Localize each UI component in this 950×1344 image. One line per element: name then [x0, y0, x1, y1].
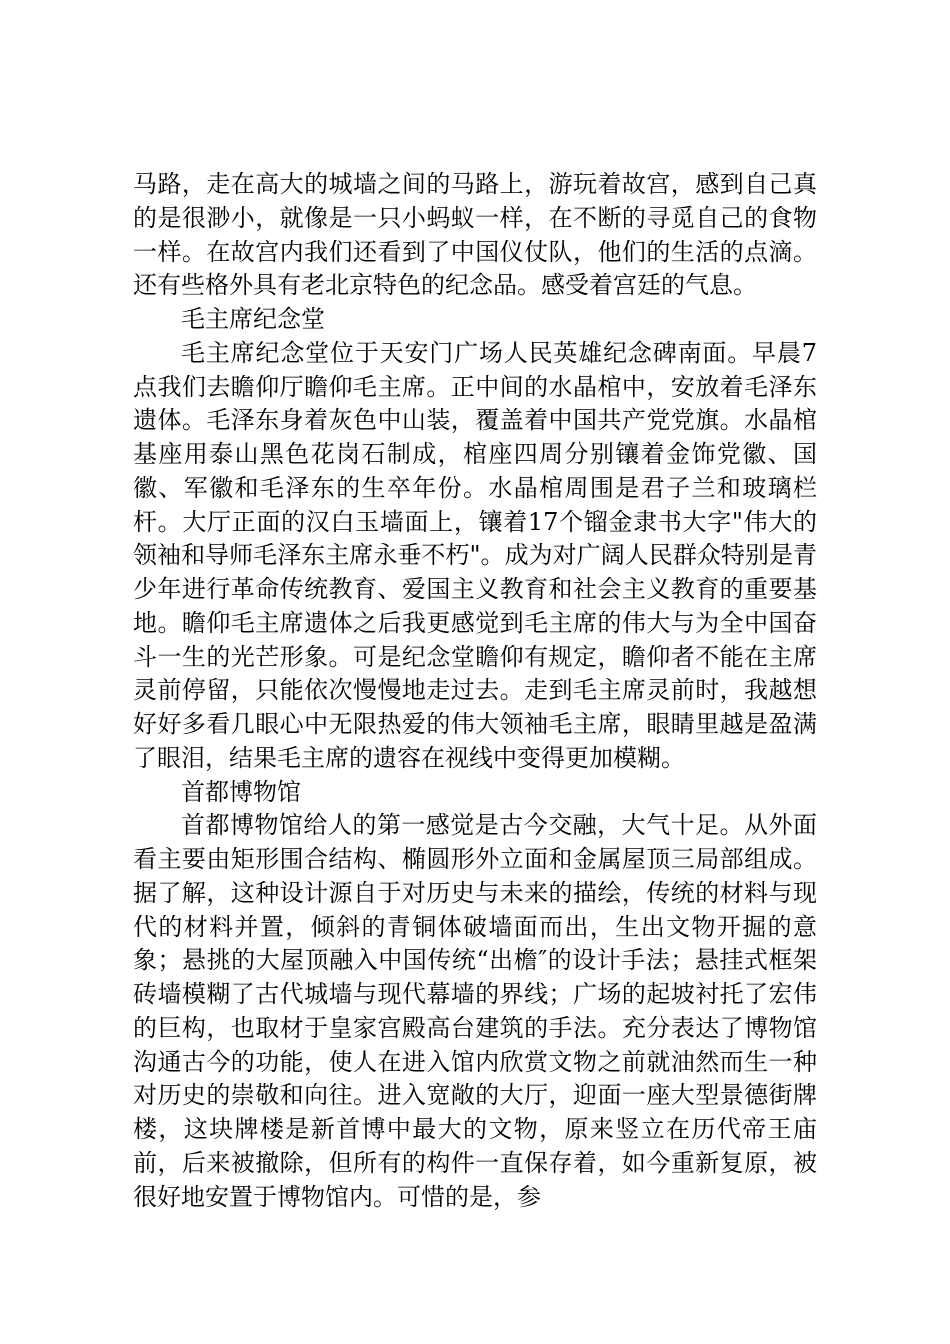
- section-heading-capital-museum: 首都博物馆: [181, 777, 301, 806]
- paragraph-forbidden-city-continued: 马路，走在高大的城墙之间的马路上，游玩着故宫，感到自己真的是很渺小，就像是一只小蚂蚁一样，在不断的寻觅自己的食物一样。在故宫内我们还看到了中国仪仗队，他们的生活的点滴。还有些格外具有老北京特色的纪念品。感受着宫廷的气息。: [133, 170, 817, 300]
- paragraph-capital-museum: 首都博物馆给人的第一感觉是古今交融，大气十足。从外面看主要由矩形围合结构、椭圆形外立面和金属屋顶三局部组成。据了解，这种设计源自于对历史与未来的描绘，传统的材料与现代的材料并置，倾斜的青铜体破墙面而出，生出文物开掘的意象；悬挑的大屋顶融入中国传统“出檐″的设计手法；悬挂式框架砖墙模糊了古代城墙与现代幕墙的界线；广场的起坡衬托了宏伟的巨构，也取材于皇家宫殿高台建筑的手法。充分表达了博物馆沟通古今的功能，使人在进入馆内欣赏文物之前就油然而生一种对历史的崇敬和向往。进入宽敞的大厅，迎面一座大型景德街牌楼，这块牌楼是新首博中最大的文物，原来竖立在历代帝王庙前，后来被撤除，但所有的构件一直保存着，如今重新复原，被很好地安置于博物馆内。可惜的是，参: [133, 811, 817, 1211]
- paragraph-mausoleum: 毛主席纪念堂位于天安门广场人民英雄纪念碑南面。早晨7点我们去瞻仰厅瞻仰毛主席。正中间的水晶棺中，安放着毛泽东遗体。毛泽东身着灰色中山装，覆盖着中国共产党党旗。水晶棺基座用泰山黑色花岗石制成，棺座四周分别镶着金饰党徽、国徽、军徽和毛泽东的生卒年份。水晶棺周围是君子兰和玻璃栏杆。大厅正面的汉白玉墙面上，镶着17个镏金隶书大字"伟大的领袖和导师毛泽东主席永垂不朽"。成为对广阔人民群众特别是青少年进行革命传统教育、爱国主义教育和社会主义教育的重要基地。瞻仰毛主席遗体之后我更感觉到毛主席的伟大与为全中国奋斗一生的光芒形象。可是纪念堂瞻仰有规定，瞻仰者不能在主席灵前停留，只能依次慢慢地走过去。走到毛主席灵前时，我越想好好多看几眼心中无限热爱的伟大领袖毛主席，眼睛里越是盈满了眼泪，结果毛主席的遗容在视线中变得更加模糊。: [133, 338, 817, 772]
- document-page: [133, 168, 817, 1214]
- section-heading-mausoleum: 毛主席纪念堂: [181, 305, 325, 333]
